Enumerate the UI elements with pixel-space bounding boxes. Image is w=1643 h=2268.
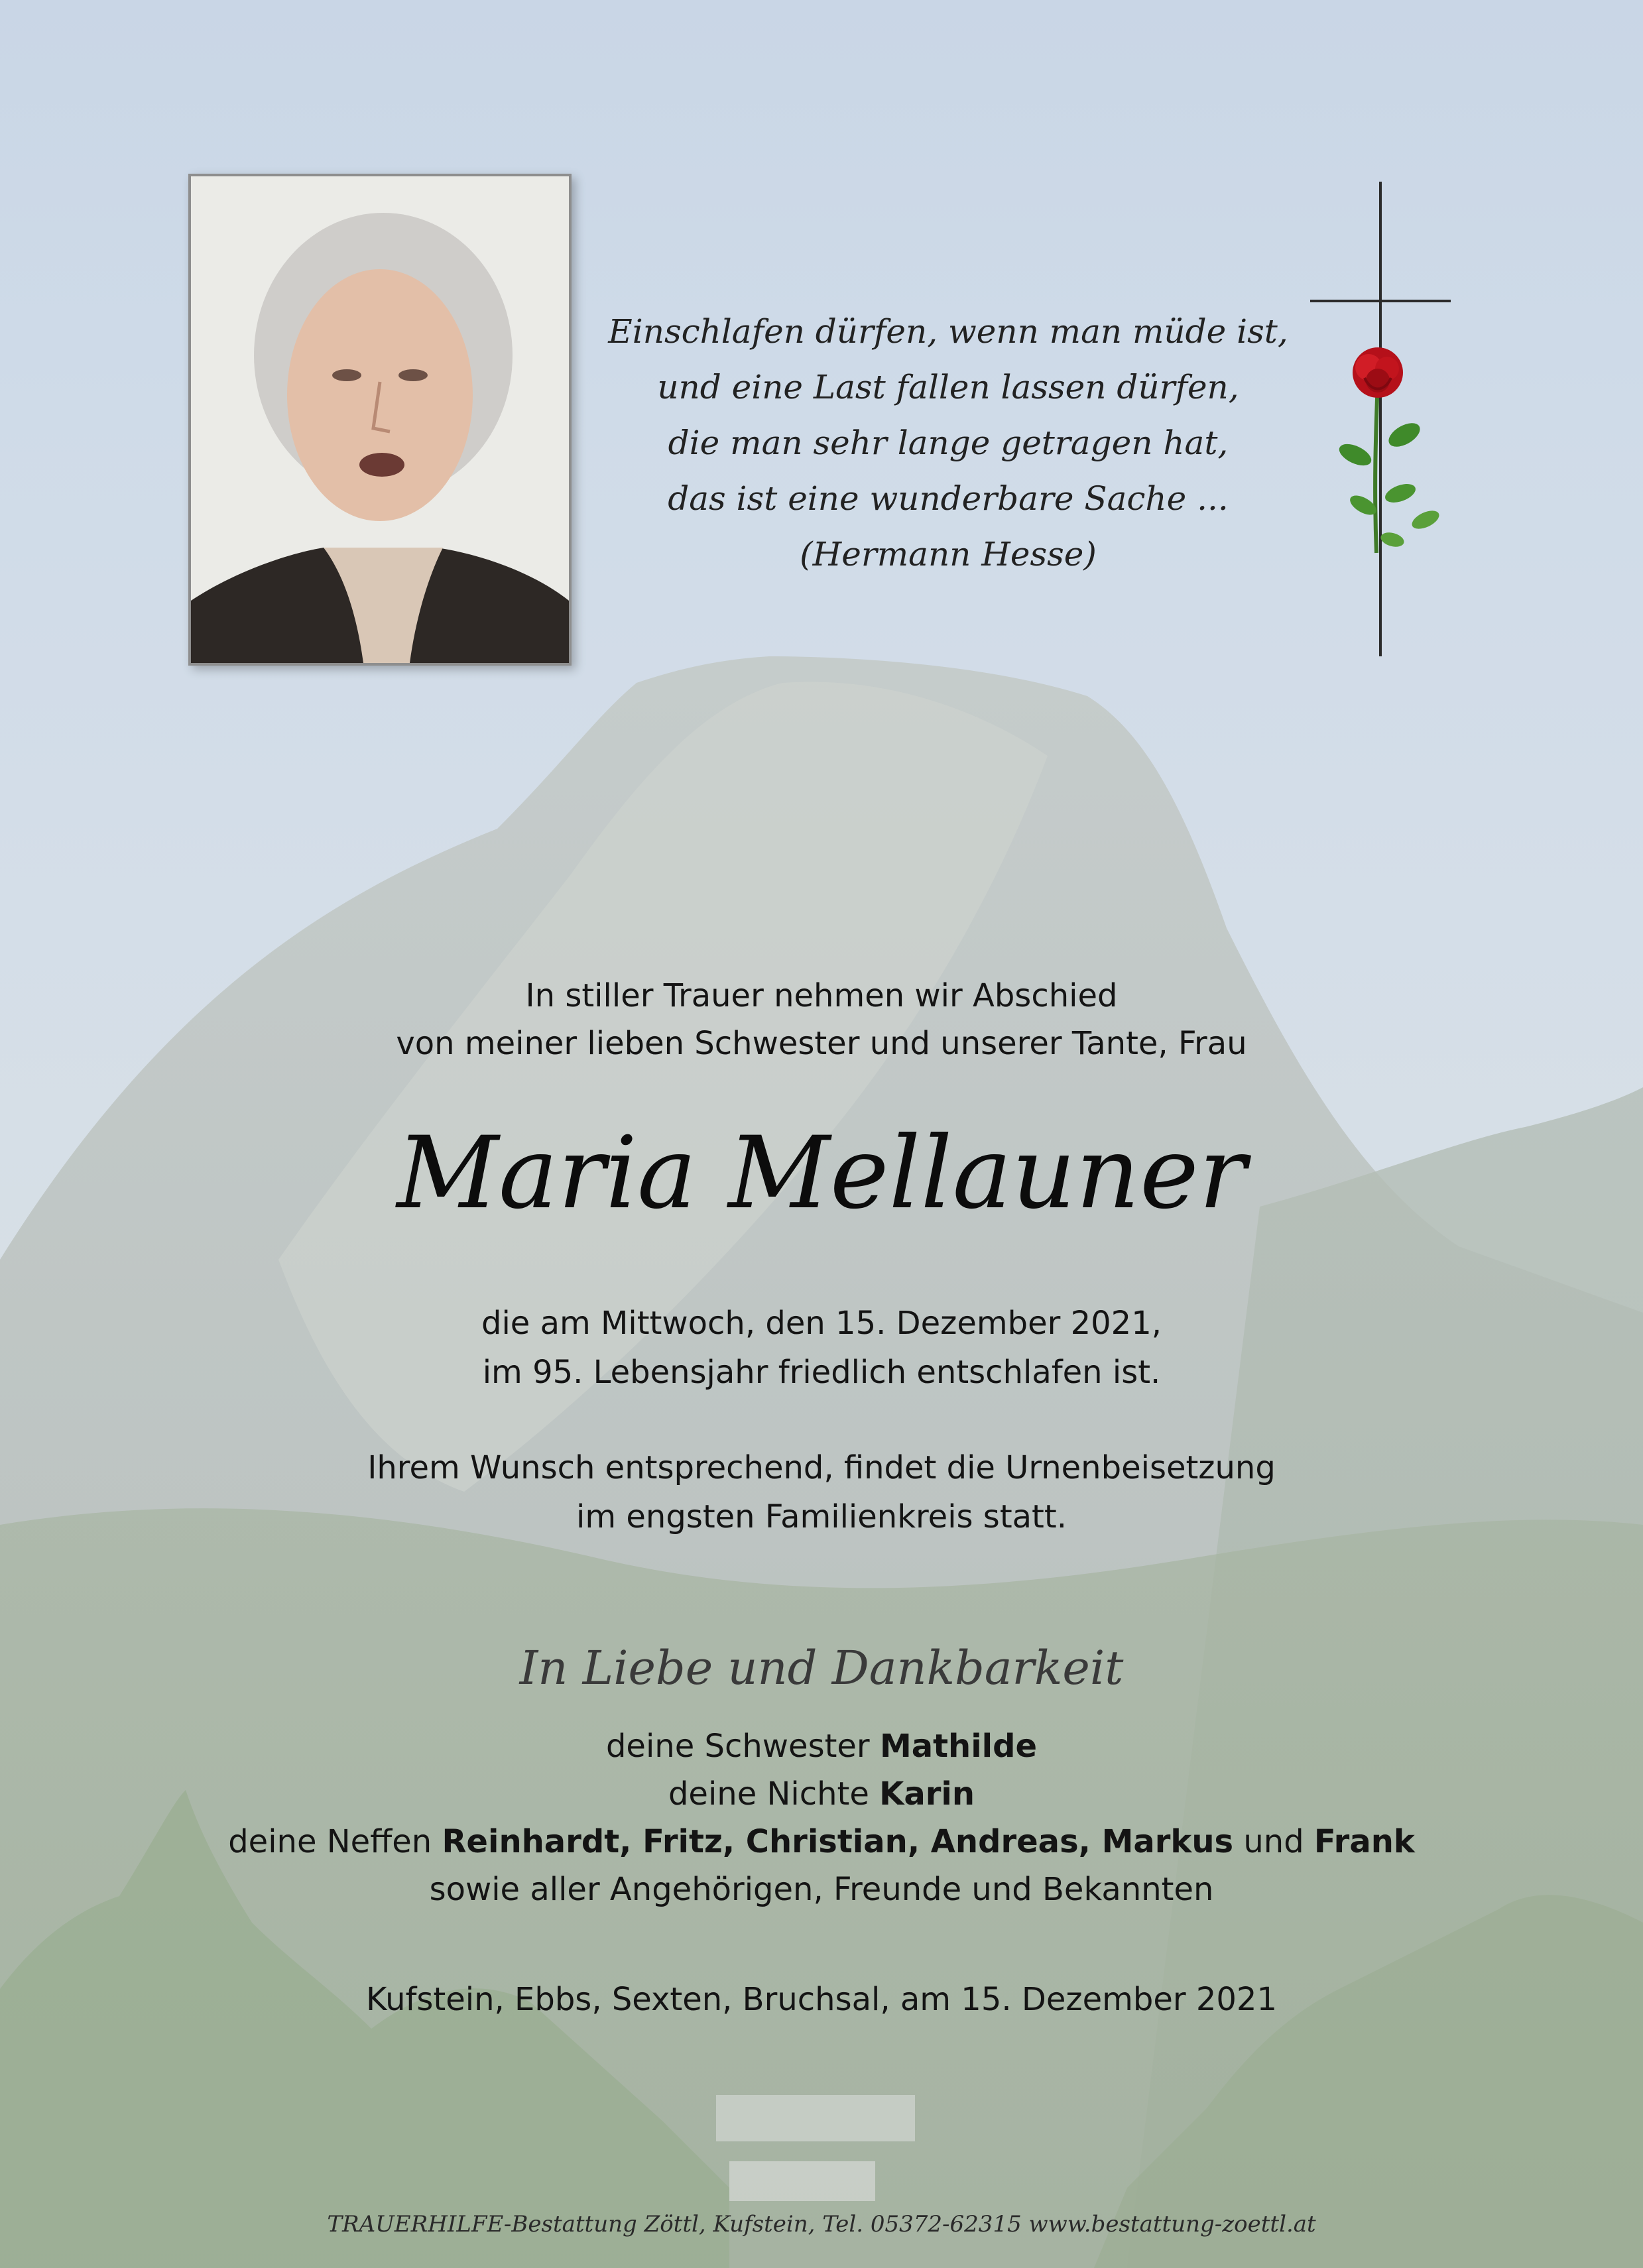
quote-author: (Hermann Hesse) [800, 535, 1097, 573]
nephews-and: und [1243, 1823, 1304, 1860]
nephew-last: Frank [1313, 1823, 1415, 1860]
nephews-prefix: deine Neffen [228, 1823, 432, 1860]
mourner-sister [0, 1722, 1643, 1770]
niece-prefix: deine Nichte [668, 1775, 869, 1813]
cross-icon [1310, 182, 1451, 656]
sister-name: Mathilde [879, 1728, 1038, 1765]
hesse-quote [597, 304, 1300, 582]
closing-phrase: In Liebe und Dankbarkeit [519, 1641, 1124, 1695]
quote-line: das ist eine wunderbare Sache ... [668, 479, 1229, 518]
quote-line: und eine Last fallen lassen dürfen, [657, 368, 1239, 406]
death-line-2: im 95. Lebensjahr friedlich entschlafen ist. [482, 1354, 1161, 1391]
portrait-photo [188, 174, 572, 666]
rose-icon [1336, 347, 1442, 553]
death-line-1: die am Mittwoch, den 15. Dezember 2021, [481, 1305, 1162, 1342]
intro-line-1: In stiller Trauer nehmen wir Abschied [525, 977, 1118, 1014]
deceased-name: Maria Mellauner [396, 1116, 1247, 1231]
nephews-names: Reinhardt, Fritz, Christian, Andreas, Markus [442, 1823, 1234, 1860]
sister-prefix: deine Schwester [605, 1728, 870, 1765]
portrait-image [191, 176, 569, 663]
place-date: Kufstein, Ebbs, Sexten, Bruchsal, am 15. Dezember 2021 [366, 1981, 1277, 2018]
mourner-others: sowie aller Angehörigen, Freunde und Bekannten [429, 1871, 1214, 1908]
mourner-niece [0, 1770, 1643, 1818]
cross-with-rose [1300, 182, 1459, 659]
quote-line: die man sehr lange getragen hat, [668, 424, 1229, 462]
funeral-line-1: Ihrem Wunsch entsprechend, findet die Urnenbeisetzung [367, 1449, 1276, 1486]
niece-name: Karin [879, 1775, 975, 1813]
mourner-nephews [0, 1818, 1643, 1866]
funeral-line-2: im engsten Familienkreis statt. [576, 1498, 1067, 1535]
funeral-home-footer: TRAUERHILFE-Bestattung Zöttl, Kufstein, Tel. 05372-62315 www.bestattung-zoettl.at [327, 2211, 1316, 2238]
quote-line: Einschlafen dürfen, wenn man müde ist, [608, 312, 1288, 351]
intro-line-2: von meiner lieben Schwester und unserer Tante, Frau [396, 1025, 1247, 1062]
